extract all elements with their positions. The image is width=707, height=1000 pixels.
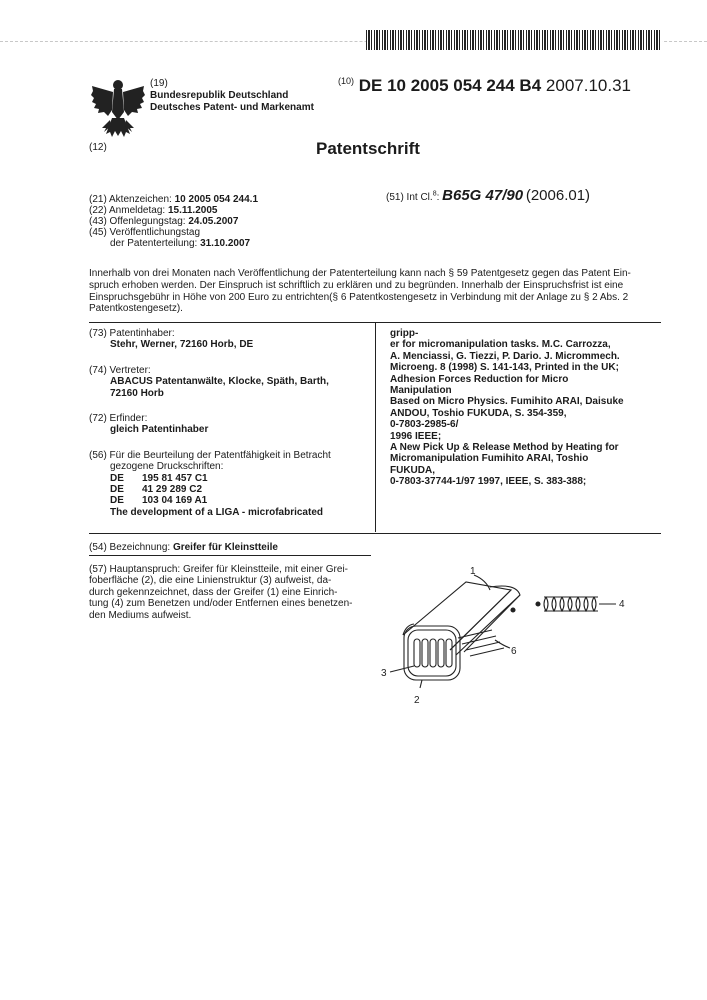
anmeldetag-label: (22) Anmeldetag: xyxy=(89,205,166,216)
reference-country: DE xyxy=(110,484,124,496)
notice-line: spruch erhoben werden. Der Einspruch ist schriftlich zu erklären und zu begründen. Innerhalb der Einspruchsfrist ist eine xyxy=(89,279,624,291)
vertreter-value-2: 72160 Horb xyxy=(110,387,164,399)
pub-date: 2007.10.31 xyxy=(545,76,631,95)
claim-line: foberfläche (2), die eine Linienstruktur (3) aufweist, da- xyxy=(89,575,332,587)
inid-10: (10) xyxy=(338,76,355,86)
claim-line: (57) Hauptanspruch: Greifer für Kleinstteile, mit einer Grei- xyxy=(89,564,348,575)
patenterteilung-value: 31.10.2007 xyxy=(200,238,251,249)
literature-line: A New Pick Up & Release Method by Heating for xyxy=(390,442,619,454)
literature-line: Micromanipulation Fumihito ARAI, Toshio xyxy=(390,453,589,465)
literature-line: 1996 IEEE; xyxy=(390,430,442,442)
notice-line: Einspruchsgebühr in Höhe von 200 Euro zu entrichten(§ 6 Patentkostengesetz in Verbindung mit der Anlage zu § 2 Abs. 2 xyxy=(89,291,629,303)
barcode xyxy=(366,30,662,50)
notice-line: Patentkostengesetz). xyxy=(89,303,183,315)
vertreter-value-1: ABACUS Patentanwälte, Klocke, Späth, Barth, xyxy=(110,376,329,388)
ipc-classification xyxy=(386,187,590,204)
literature-line: er for micromanipulation tasks. M.C. Carrozza, xyxy=(390,339,611,351)
reference-country: DE xyxy=(110,495,124,507)
anmeldetag-value: 15.11.2005 xyxy=(167,205,218,216)
aktenzeichen-value: 10 2005 054 244.1 xyxy=(174,194,259,205)
literature-line: Adhesion Forces Reduction for Micro xyxy=(390,373,569,385)
divider-middle xyxy=(89,533,661,534)
figure-label-1: 1 xyxy=(470,566,476,577)
inid-19: (19) xyxy=(150,78,168,89)
gripper-drawing xyxy=(370,560,630,710)
claim-line: durch gekennzeichnet, dass der Greifer (1) eine Einrich- xyxy=(89,586,338,598)
aktenzeichen xyxy=(89,194,258,205)
inid-12: (12) xyxy=(89,142,107,153)
offenlegungstag xyxy=(89,216,238,227)
opposition-notice xyxy=(89,268,661,315)
ipc-edition: 8 xyxy=(432,190,437,198)
literature-line: 0-7803-2985-6/ xyxy=(390,419,459,431)
literature-line: A. Menciassi, G. Tiezzi, P. Dario. J. Micrommech. xyxy=(390,350,620,362)
reference-country: DE xyxy=(110,472,124,484)
ipc-label: (51) Int Cl. xyxy=(386,192,433,203)
reference-number: 103 04 169 A1 xyxy=(142,495,208,507)
reference-row xyxy=(89,484,371,495)
literature-line: Based on Micro Physics. Fumihito ARAI, Daisuke xyxy=(390,396,624,408)
ipc-class: B65G 47/90 xyxy=(442,187,524,204)
patentinhaber-label: (73) Patentinhaber: xyxy=(89,328,175,339)
literature-line: Manipulation xyxy=(390,385,452,397)
aktenzeichen-label: (21) Aktenzeichen: xyxy=(89,194,172,205)
claim-line: den Mediums aufweist. xyxy=(89,609,192,621)
erfinder-value: gleich Patentinhaber xyxy=(110,424,209,436)
figure-label-4: 4 xyxy=(619,599,625,610)
literature-line: 0-7803-37744-1/97 1997, IEEE, S. 383-388; xyxy=(390,476,587,488)
document-title: Patentschrift xyxy=(316,139,420,158)
erfinder-label: (72) Erfinder: xyxy=(89,413,148,425)
ipc-version: (2006.01) xyxy=(525,187,591,204)
literature-line: gripp- xyxy=(390,328,419,339)
figure-label-3: 3 xyxy=(381,668,387,679)
bezeichnung-value: Greifer für Kleinstteile xyxy=(172,542,278,553)
offenlegungstag-label: (43) Offenlegungstag: xyxy=(89,216,186,227)
figure-label-2: 2 xyxy=(414,695,420,706)
reference-number: 195 81 457 C1 xyxy=(142,472,208,484)
reference-number: 41 29 289 C2 xyxy=(142,484,203,496)
figure-label-6: 6 xyxy=(511,646,517,657)
column-divider xyxy=(375,322,376,532)
patentinhaber-value: Stehr, Werner, 72160 Horb, DE xyxy=(110,339,254,351)
literature-line: Microeng. 8 (1998) S. 141-143, Printed in the UK; xyxy=(390,362,619,374)
pub-number: DE 10 2005 054 244 B4 xyxy=(358,76,542,95)
vertreter-label: (74) Vertreter: xyxy=(89,364,151,376)
veroeffentlichungstag-label: (45) Veröffentlichungstag xyxy=(89,227,201,238)
literature-line: FUKUDA, xyxy=(390,464,435,476)
publication-number xyxy=(338,76,631,96)
ipc-colon: : xyxy=(436,192,440,203)
reference-row xyxy=(89,495,371,506)
federal-eagle-emblem xyxy=(90,76,146,140)
right-column xyxy=(390,328,662,488)
bezeichnung xyxy=(89,542,278,553)
patenterteilung xyxy=(110,238,250,249)
claim-line: tung (4) zum Benetzen und/oder Entfernen eines benetzen- xyxy=(89,598,353,610)
bezeichnung-label: (54) Bezeichnung: xyxy=(89,542,171,553)
notice-line: Innerhalb von drei Monaten nach Veröffentlichung der Patenterteilung kann nach § 59 Patentgesetz gegen das Patent Ein- xyxy=(89,268,631,279)
hauptanspruch xyxy=(89,564,374,621)
literature-line: ANDOU, Toshio FUKUDA, S. 354-359, xyxy=(390,407,567,419)
literature-start: The development of a LIGA - microfabricated xyxy=(110,506,323,518)
divider-short xyxy=(89,555,371,556)
patenterteilung-label: der Patenterteilung: xyxy=(110,238,198,249)
druckschriften-label-1: (56) Für die Beurteilung der Patentfähigkeit in Betracht xyxy=(89,449,331,461)
anmeldetag xyxy=(89,205,217,216)
druckschriften-label-2: gezogene Druckschriften: xyxy=(110,461,224,473)
left-column xyxy=(89,328,371,518)
offenlegungstag-value: 24.05.2007 xyxy=(188,216,239,227)
reference-row xyxy=(89,473,371,484)
country-name: Bundesrepublik Deutschland xyxy=(150,90,289,101)
office-name: Deutsches Patent- und Markenamt xyxy=(150,102,314,113)
